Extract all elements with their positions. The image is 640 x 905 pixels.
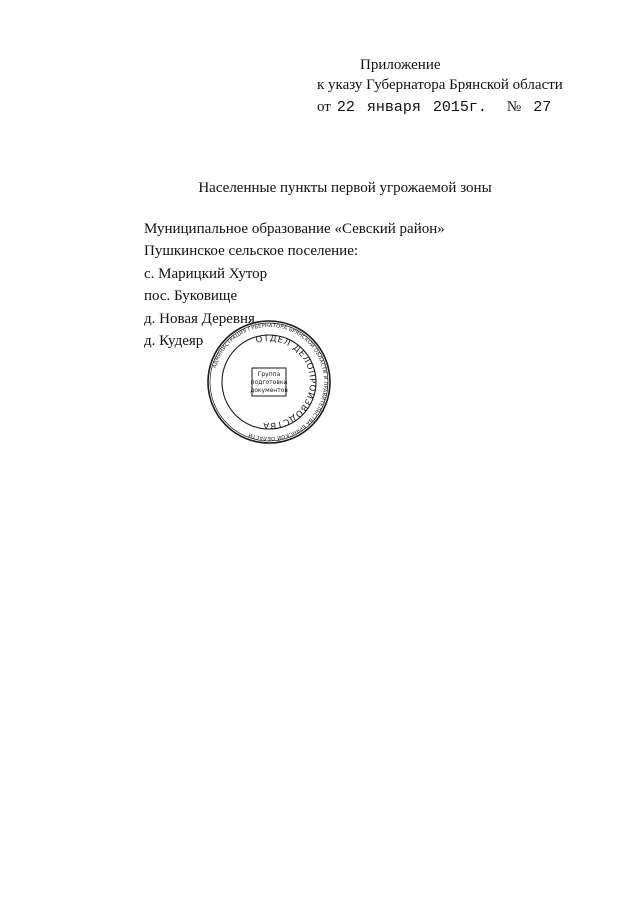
appendix-decree: к указу Губернатора Брянской области (317, 77, 563, 93)
list-item: д. Новая Деревня (144, 310, 255, 327)
appendix-block (317, 55, 563, 118)
date-day: 22 (336, 99, 355, 116)
date-year: 2015г. (432, 99, 487, 116)
seal-outer-text: АДМИНИСТРАЦИЯ ГУБЕРНАТОРА БРЯНСКОЙ ОБЛАСТИ И ПРАВИТЕЛЬСТВА БРЯНСКОЙ ОБЛАСТИ (211, 322, 329, 442)
date-prefix: от (317, 99, 331, 115)
list-item: Муниципальное образование «Севский район» (144, 221, 445, 237)
seal-center-line: документов (250, 387, 288, 394)
seal-center-line: Группа (257, 371, 281, 378)
list-item: с. Марицкий Хутор (144, 265, 268, 282)
number-sign: № (506, 99, 522, 115)
seal-center-line: подготовки (250, 379, 288, 386)
appendix-title: Приложение (360, 57, 441, 73)
document-heading: Населенные пункты первой угрожаемой зоны (198, 180, 492, 196)
decree-date-line (317, 97, 563, 118)
list-item: Пушкинское сельское поселение: (144, 243, 359, 260)
seal-inner-text: ОТДЕЛ ДЕЛОПРОИЗВОДСТВА (254, 333, 318, 431)
list-item: д. Кудеяр (144, 333, 204, 350)
official-seal (207, 320, 331, 444)
decree-number: 27 (533, 99, 552, 116)
date-month: января (366, 99, 421, 116)
list-item: пос. Буковище (144, 288, 238, 305)
